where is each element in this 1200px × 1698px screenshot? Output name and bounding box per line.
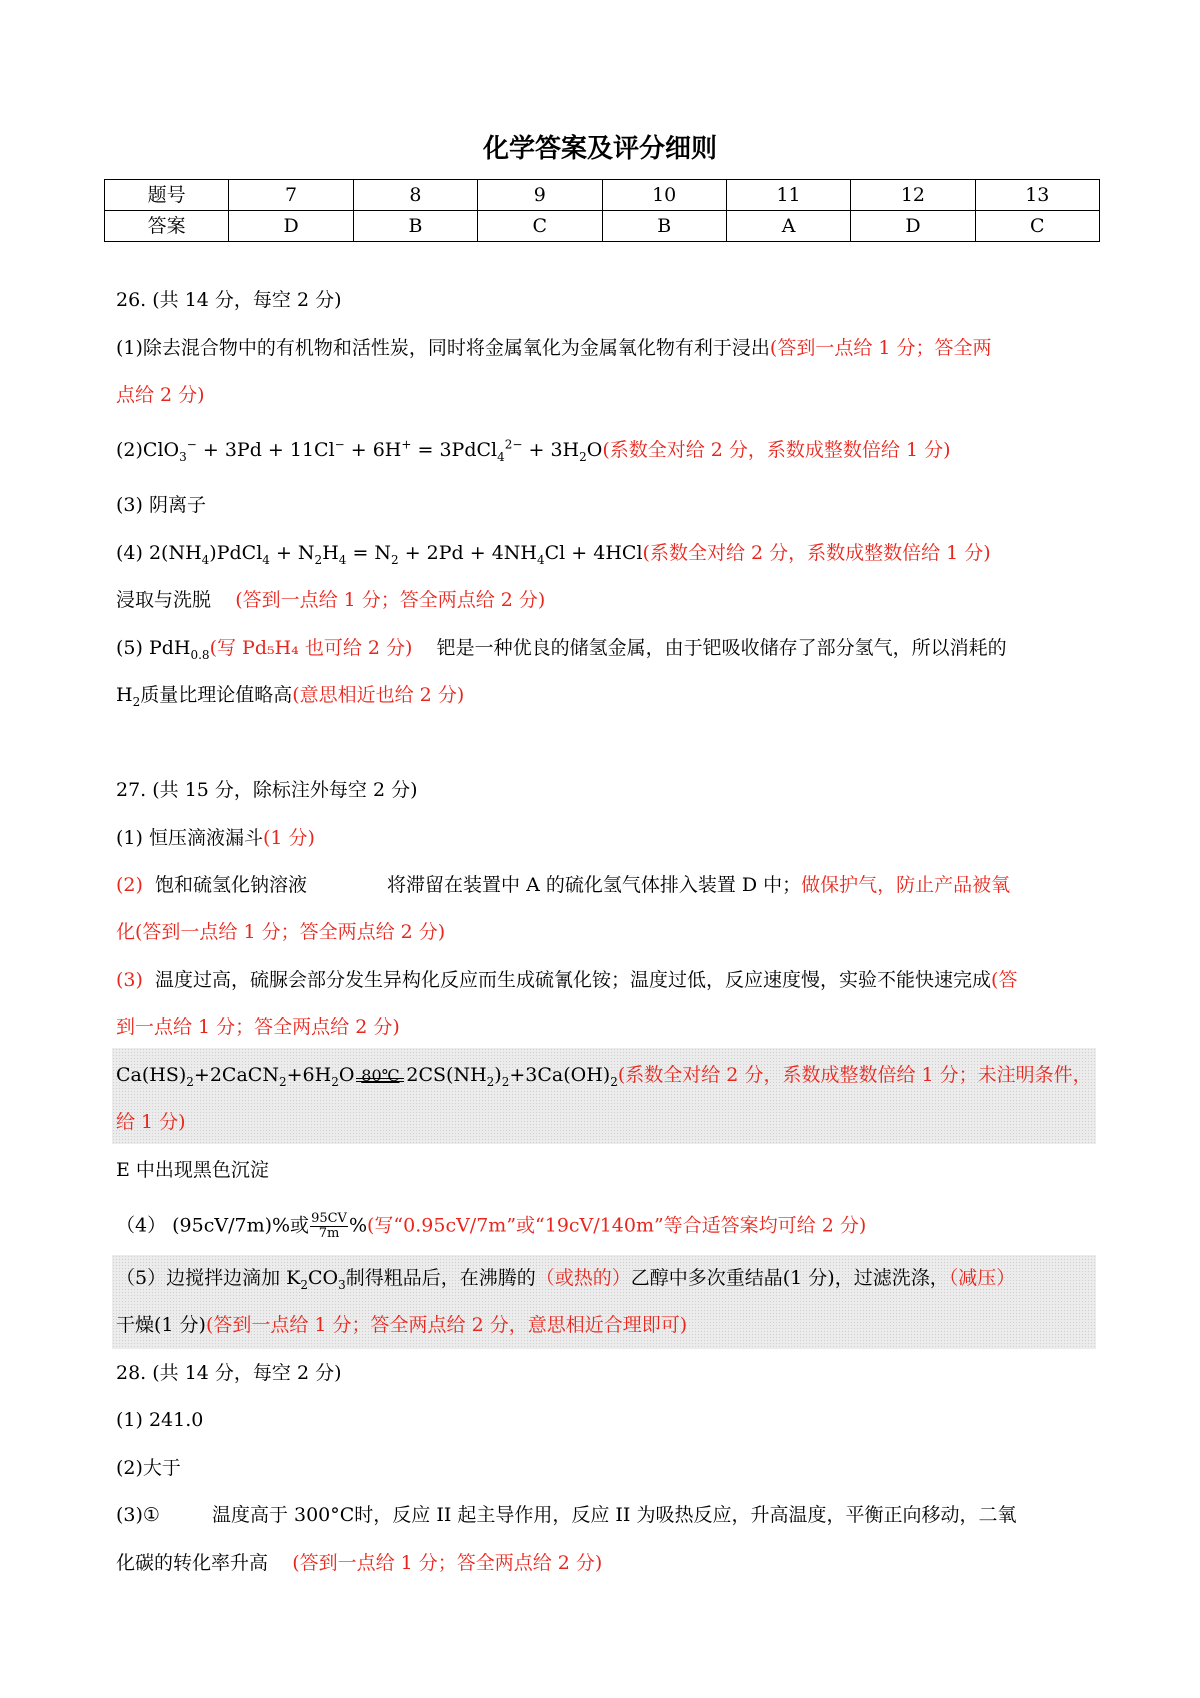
q28-part1: (1) 241.0 [116, 1409, 204, 1431]
table-cell: C [478, 211, 602, 242]
q26-part4-equation: (4) $2(NH_4)PdCl_4 + N_2H_4 = N_2 + 2Pd + 4NH_4Cl + 4HCl$ [116, 542, 643, 567]
q27-equation [116, 1063, 1092, 1087]
q28-part3 [116, 1503, 1016, 1527]
q28-header: 28. (共 14 分，每空 2 分) [116, 1362, 342, 1384]
q27-part2-text-a: 饱和硫氢化钠溶液 [155, 874, 308, 896]
q26-part2 [116, 438, 951, 462]
q26-part5 [116, 636, 1007, 660]
table-cell: 10 [602, 180, 726, 211]
q26-part4 [116, 541, 991, 565]
q28-part3b-note: (答到一点给 1 分；答全两点给 2 分) [292, 1552, 603, 1574]
q27-equation-formula: $Ca(HS)_2+2CaCN_2+6H_2O$ 80℃ $2CS(NH_2)_2+3Ca(OH)_2$ [116, 1064, 618, 1089]
table-cell: B [602, 211, 726, 242]
q27-part2-label: (2) [116, 874, 143, 896]
answer-table [104, 179, 1100, 242]
q27-part1-text: (1) 恒压滴液漏斗 [116, 827, 263, 849]
q27-part5: （5）边搅拌边滴加 $K_2CO_3$制得粗品后，在沸腾的（或热的）乙醇中多次重结晶(1 分)，过滤洗涤，（减压） [116, 1267, 1016, 1292]
q26-part5b-note: (意思相近也给 2 分) [292, 684, 465, 706]
q27-part1-note: (1 分) [262, 827, 315, 849]
q26-part4-note: (系数全对给 2 分，系数成整数倍给 1 分) [642, 542, 991, 564]
q26-part5b-h2: $H_2$ [116, 684, 141, 709]
q26-part5b [116, 683, 464, 707]
table-cell: D [851, 211, 975, 242]
q28-part2: (2)大于 [116, 1457, 181, 1479]
reaction-condition: 80℃ [354, 1068, 406, 1084]
q26-part4b [116, 588, 545, 612]
q28-part3b [116, 1551, 602, 1575]
q27-part5-note-a: （或热的） [535, 1267, 631, 1289]
table-cell: 11 [726, 180, 850, 211]
q26-part1-note: (答到一点给 1 分；答全两 [769, 337, 992, 359]
q27-part5-cont: 干燥(1 分)(答到一点给 1 分；答全两点给 2 分，意思相近合理即可) [116, 1314, 688, 1336]
table-cell: D [229, 211, 353, 242]
q26-part5-formula: (5) PdH$_{0.8}$ [116, 637, 210, 662]
q27-part4: （4） (95cV/7m)%或 $\frac{95CV}{7m}$ %(写“0.95cV/7m”或“19cV/140m”等合适答案均可给 2 分) [116, 1211, 867, 1241]
table-cell: C [975, 211, 1099, 242]
q27-header: 27. (共 15 分，除标注外每空 2 分) [116, 779, 418, 801]
table-cell: 13 [975, 180, 1099, 211]
row-label-answer: 答案 [105, 211, 229, 242]
q27-part2-note-a: 做保护气，防止产品被氧 [801, 874, 1011, 896]
q26-part1 [116, 336, 992, 360]
q26-part2-prefix: (2) [116, 439, 143, 461]
q26-part1-note-cont: 点给 2 分) [116, 384, 205, 406]
q27-part5-note-b: （减压） [948, 1267, 1016, 1289]
table-row-answers [105, 211, 1100, 242]
q27-part2-note-c: (答到一点给 1 分；答全两点给 2 分) [135, 921, 446, 943]
q26-part1-text: (1)除去混合物中的有机物和活性炭，同时将金属氧化为金属氧化物有利于浸出 [116, 337, 770, 359]
table-cell: 8 [353, 180, 477, 211]
page-title: 化学答案及评分细则 [482, 134, 717, 164]
q26-part4b-text: 浸取与洗脱 [116, 589, 212, 611]
q27-equation-note-b: 给 1 分) [116, 1111, 186, 1133]
q28-part3-label: (3)① [116, 1504, 160, 1526]
q27-part2 [116, 873, 1010, 897]
table-cell: 12 [851, 180, 975, 211]
row-label-number: 题号 [105, 180, 229, 211]
q26-part5-text: 钯是一种优良的储氢金属，由于钯吸收储存了部分氢气，所以消耗的 [436, 637, 1007, 659]
q27-part4-fraction: $\frac{95CV}{7m}$ [311, 1211, 347, 1241]
table-cell: 9 [478, 180, 602, 211]
q26-part2-equation: ClO$_3$− + 3Pd + 11Cl− + 6H+ = 3PdCl$_4^{2-}$ + $3H_2O$ [142, 437, 603, 464]
q26-part4b-note: (答到一点给 1 分；答全两点给 2 分) [235, 589, 546, 611]
q27-part1 [116, 826, 315, 850]
q28-part3b-text: 化碳的转化率升高 [116, 1552, 269, 1574]
q28-part3-text: 温度高于 300°C时，反应 II 起主导作用，反应 II 为吸热反应，升高温度，平衡正向移动，二氧 [211, 1504, 1017, 1526]
q27-part3-note-a: (答 [991, 969, 1018, 991]
q27-part2-note-b: 化 [116, 921, 136, 943]
q27-part5-note-c: (答到一点给 1 分；答全两点给 2 分，意思相近合理即可) [205, 1314, 688, 1336]
q26-part5b-text: 质量比理论值略高 [140, 684, 293, 706]
q27-part3-label: (3) [116, 969, 143, 991]
q27-part3c: E 中出现黑色沉淀 [116, 1159, 269, 1181]
q27-part2-cont [116, 920, 445, 944]
table-row-numbers [105, 180, 1100, 211]
q27-part4-note: (写“0.95cV/7m”或“19cV/140m”等合适答案均可给 2 分) [367, 1214, 867, 1237]
q27-part3 [116, 968, 1017, 992]
table-cell: B [353, 211, 477, 242]
q26-part2-note: (系数全对给 2 分，系数成整数倍给 1 分) [602, 439, 951, 461]
q27-part2-text-b: 将滞留在装置中 A 的硫化氢气体排入装置 D 中； [387, 874, 802, 896]
q27-part3-text: 温度过高，硫脲会部分发生异构化反应而生成硫氰化铵；温度过低，反应速度慢，实验不能快速完成 [155, 969, 992, 991]
q27-part4-text: （4） (95cV/7m)%或 [116, 1214, 310, 1237]
table-cell: A [726, 211, 850, 242]
q27-equation-note-a: (系数全对给 2 分，系数成整数倍给 1 分；未注明条件， [617, 1064, 1092, 1086]
q27-part3-note-b: 到一点给 1 分；答全两点给 2 分) [116, 1016, 400, 1038]
q26-part5-note: (写 Pd₅H₄ 也可给 2 分) [209, 637, 413, 659]
q26-part3: (3) 阴离子 [116, 494, 206, 516]
q26-header: 26. (共 14 分，每空 2 分) [116, 289, 342, 311]
table-cell: 7 [229, 180, 353, 211]
